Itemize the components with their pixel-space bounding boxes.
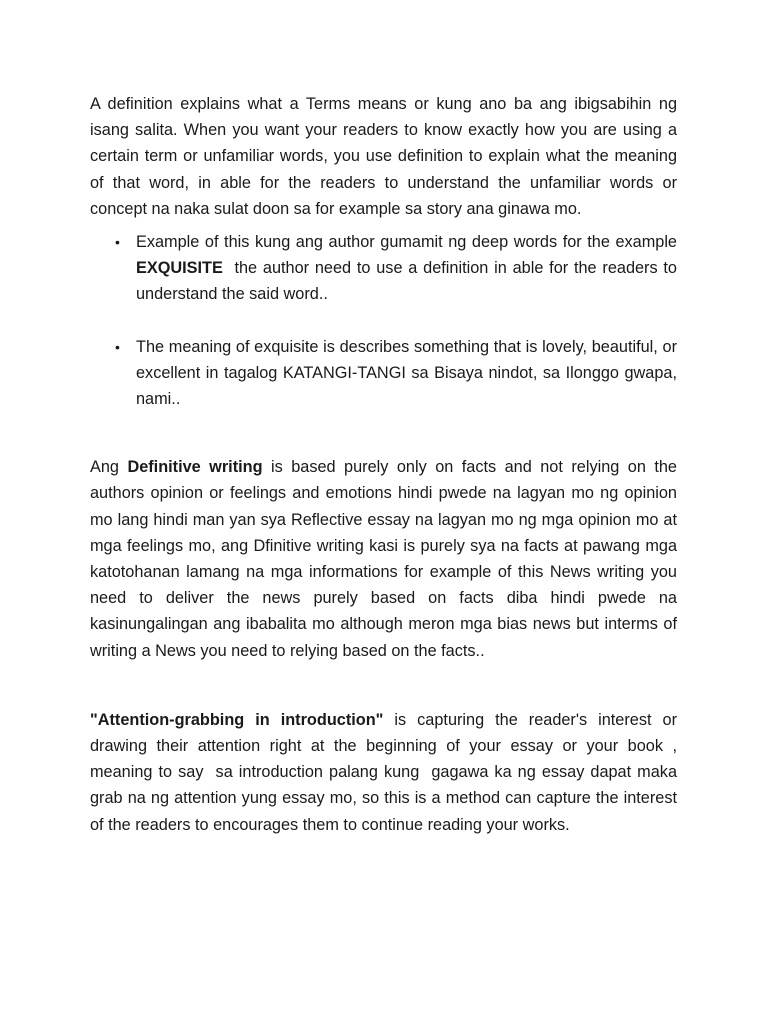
- bullet-icon: •: [115, 234, 120, 251]
- para2-body: is based purely only on facts and not relying on the authors opinion or feelings and emotions hindi pwede na lagyan mo ng opinion mo lang hindi man yan sya Reflective essay na lagyan mo ng mga opinion mo at mga feelings mo, ang Dfinitive writing kasi is purely sya na facts at pawang mga katotohanan lamang na mga informations for example of this News writing you need to deliver the news purely based on facts diba hindi pwede na kasinungalingan ang ibabalita mo although meron mga bias news but interms of writing a News you need to relying based on the facts..: [90, 458, 677, 660]
- para2-lead: Ang: [90, 458, 128, 477]
- list-item: [115, 229, 682, 308]
- paragraph-definition: A definition explains what a Terms means or kung ano ba ang ibigsabihin ng isang salita. When you want your readers to know exactly how you are using a certain term or unfamiliar words, you use definition to explain what the meaning of that word, in able for the readers to understand the unfamiliar words or concept na naka sulat doon sa for example sa story ana ginawa mo.: [90, 95, 677, 218]
- bullet-text-after: the author need to use a definition in able for the readers to understand the said word..: [136, 259, 682, 304]
- bullet-text-before: Example of this kung ang author gumamit ng deep words for the example: [136, 233, 677, 252]
- para3-body: is capturing the reader's interest or drawing their attention right at the beginning of your essay or your book , meaning to say sa introduction palang kung gagawa ka ng essay dapat maka grab na ng attention yung essay mo, so this is a method can capture the interest of the readers to encourages them to continue reading your works.: [90, 710, 682, 834]
- document-page: [90, 91, 682, 838]
- paragraph-definitive-writing: [90, 454, 677, 664]
- list-item: [115, 334, 677, 413]
- paragraph-attention-grabbing: [90, 707, 682, 838]
- para2-bold-term: Definitive writing: [127, 458, 263, 477]
- bullet-list: [90, 229, 682, 412]
- para3-bold-term: "Attention-grabbing in introduction": [90, 710, 384, 729]
- bullet-text: The meaning of exquisite is describes something that is lovely, beautiful, or excellent in tagalog KATANGI-TANGI sa Bisaya nindot, sa Ilonggo gwapa, nami..: [136, 337, 677, 409]
- bullet-icon: •: [115, 338, 120, 355]
- bullet-bold-term: EXQUISITE: [136, 259, 223, 278]
